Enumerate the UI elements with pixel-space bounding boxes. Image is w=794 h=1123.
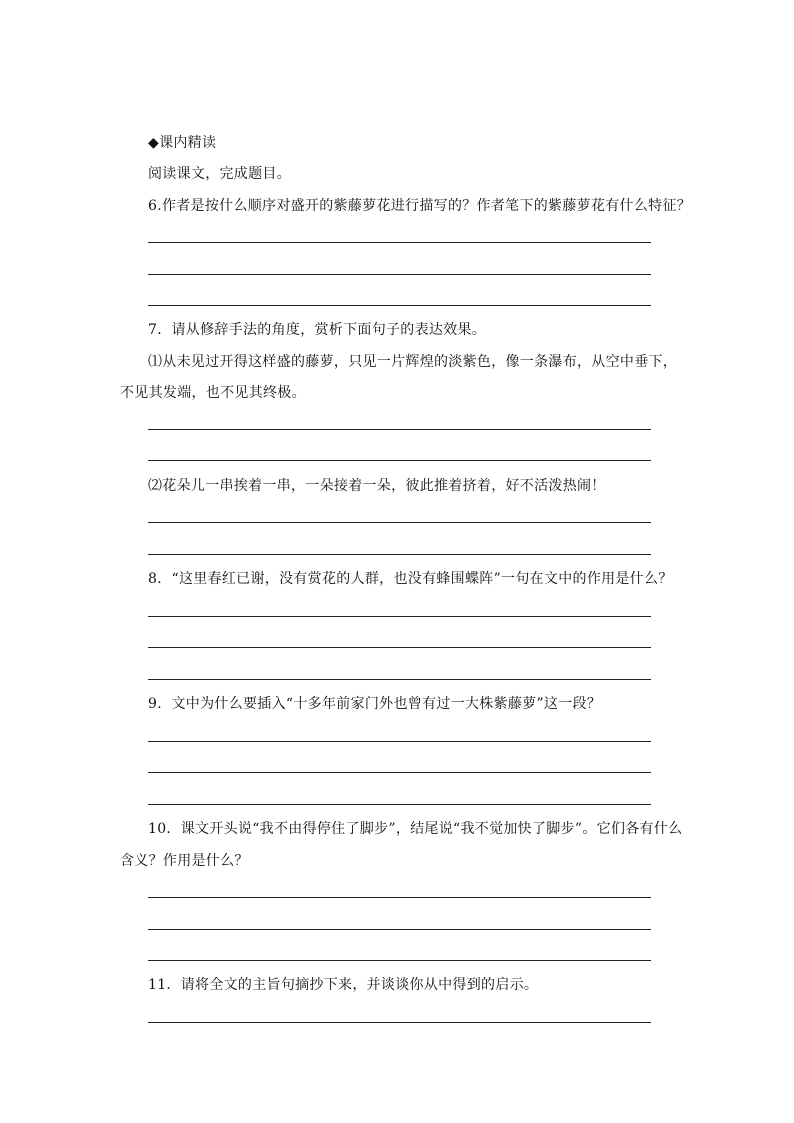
answer-line[interactable] [148, 960, 651, 961]
section-instruction: 阅读课文，完成题目。 [148, 166, 291, 182]
question-7-2: ⑵花朵儿一串挨着一串，一朵接着一朵，彼此推着挤着，好不活泼热闹！ [148, 478, 606, 494]
answer-line[interactable] [148, 429, 651, 430]
answer-line[interactable] [148, 305, 651, 306]
question-7-1-line2: 不见其发端，也不见其终极。 [120, 385, 306, 401]
answer-line[interactable] [148, 772, 651, 773]
question-10-line1: 10．课文开头说“我不由得停住了脚步”，结尾说“我不觉加快了脚步”。它们各有什么 [148, 821, 683, 837]
question-11: 11．请将全文的主旨句摘抄下来，并谈谈你从中得到的启示。 [148, 977, 539, 993]
question-10-line2: 含义？作用是什么？ [120, 853, 249, 869]
answer-line[interactable] [148, 804, 651, 805]
answer-line[interactable] [148, 274, 651, 275]
section-title: ◆课内精读 [148, 135, 217, 151]
question-7-1-line1: ⑴从未见过开得这样盛的藤萝，只见一片辉煌的淡紫色，像一条瀑布，从空中垂下， [148, 354, 678, 370]
answer-line[interactable] [148, 647, 651, 648]
question-7: 7．请从修辞手法的角度，赏析下面句子的表达效果。 [148, 322, 487, 338]
answer-line[interactable] [148, 929, 651, 930]
question-8: 8．“这里春红已谢，没有赏花的人群，也没有蜂围蝶阵”一句在文中的作用是什么？ [148, 571, 673, 587]
answer-line[interactable] [148, 242, 651, 243]
answer-line[interactable] [148, 741, 651, 742]
answer-line[interactable] [148, 1022, 651, 1023]
answer-line[interactable] [148, 679, 651, 680]
question-9: 9．文中为什么要插入“十多年前家门外也曾有过一大株紫藤萝”这一段？ [148, 696, 602, 712]
answer-line[interactable] [148, 897, 651, 898]
answer-line[interactable] [148, 522, 651, 523]
question-6: 6.作者是按什么顺序对盛开的紫藤萝花进行描写的？作者笔下的紫藤萝花有什么特征？ [148, 198, 692, 214]
answer-line[interactable] [148, 460, 651, 461]
answer-line[interactable] [148, 554, 651, 555]
answer-line[interactable] [148, 616, 651, 617]
